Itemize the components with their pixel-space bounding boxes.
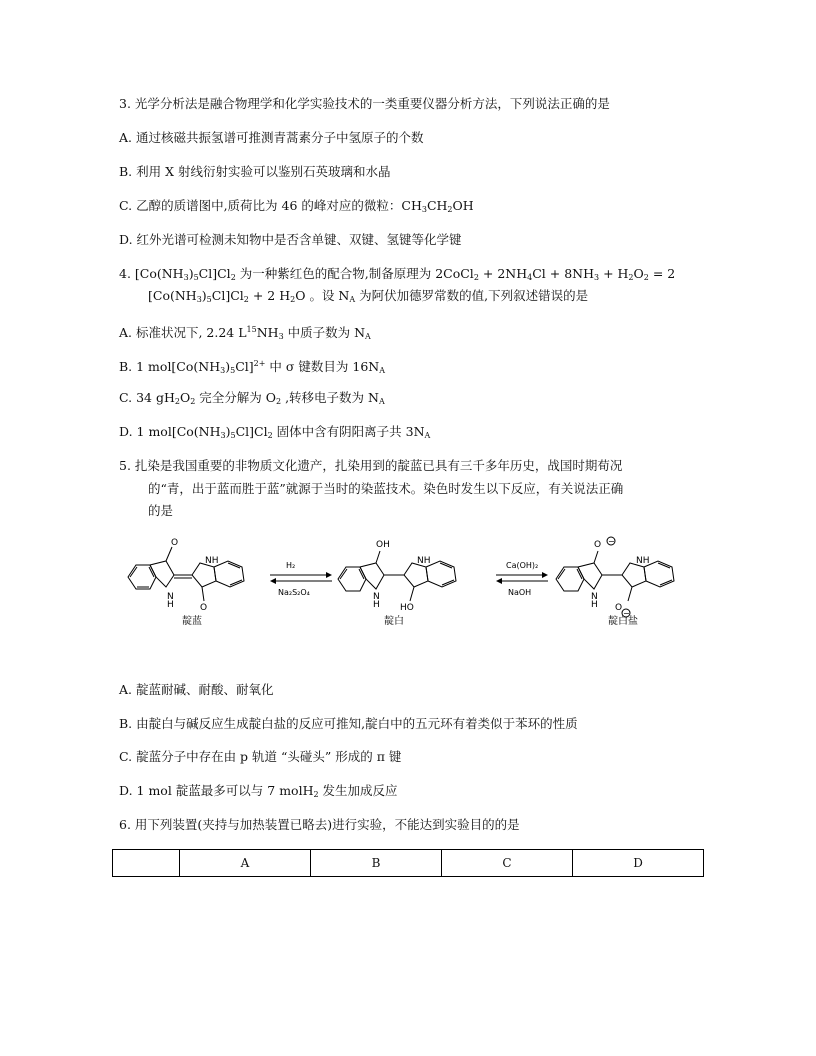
table-row: [113, 850, 704, 877]
q4-stem-line2: $[Co(NH_3)_5Cl]Cl_2 + 2$ $H_2O$ 。设 $N_A$ 为阿伏加德罗常数的值,下列叙述错误的是: [148, 288, 589, 304]
q3-stem: 3. 光学分析法是融合物理学和化学实验技术的一类重要仪器分析方法，下列说法正确的是: [119, 96, 610, 111]
salt-nh: NH: [636, 556, 650, 566]
salt-n: N: [591, 592, 598, 602]
arrow-head-2b: [496, 578, 502, 584]
q5-option-c: C. 靛蓝分子中存在由 p 轨道 “头碰头” 形成的 π 键: [119, 749, 402, 764]
arrow-head-2: [542, 572, 548, 578]
table-cell-blank: [113, 850, 180, 877]
arrow-head-1b: [270, 578, 276, 584]
q3-option-a: A. 通过核磁共振氢谱可推测青蒿素分子中氢原子的个数: [119, 130, 424, 145]
indigo-o-bottom: O: [200, 603, 208, 613]
salt-minus-top: −: [608, 537, 615, 546]
salt-minus-bottom: −: [623, 609, 630, 618]
table-header-a: A: [180, 850, 311, 877]
q4-option-c: C. 34 $gH_2O_2$ 完全分解为 $O_2$ ,转移电子数为 $N_A$: [119, 390, 385, 406]
salt-o-bottom: O: [615, 603, 623, 613]
arrow2-top-label: Ca(OH)₂: [506, 561, 539, 570]
q5-stem-line1: 5. 扎染是我国重要的非物质文化遗产，扎染用到的靛蓝已具有三千多年历史，战国时期荀况: [119, 458, 623, 473]
q3-option-d: D. 红外光谱可检测未知物中是否含单键、双键、氢键等化学键: [119, 232, 462, 247]
label-indigo: 靛蓝: [182, 616, 202, 627]
label-leuco: 靛白: [384, 616, 404, 627]
arrow1-bottom-label: Na₂S₂O₄: [278, 588, 310, 597]
q4-stem-line1: 4. $[Co(NH_3)_5Cl]Cl_2$ 为一种紫红色的配合物,制备原理为 2CoCl$_2$ + $2NH_4Cl + 8NH_3 + H_2O_2 = 2$: [119, 266, 676, 282]
q5-option-d: D. 1 mol 靛蓝最多可以与 7 molH$_2$ 发生加成反应: [119, 783, 398, 799]
q3-option-b: B. 利用 X 射线衍射实验可以鉴别石英玻璃和水晶: [119, 164, 391, 179]
q5-option-b: B. 由靛白与碱反应生成靛白盐的反应可推知,靛白中的五元环有着类似于苯环的性质: [119, 716, 578, 731]
indigo-n: N: [167, 592, 174, 602]
leuco-ho: HO: [400, 603, 414, 613]
label-salt: 靛白盐: [608, 616, 638, 627]
salt-h: H: [591, 600, 598, 610]
indigo-o-top: O: [171, 538, 179, 548]
table-header-b: B: [311, 850, 442, 877]
q4-option-d: D. 1 $mol[Co(NH_3)_5Cl]Cl_2$ 固体中含有阴阳离子共 $3N_A$: [119, 424, 431, 440]
indigo-nh: NH: [205, 556, 219, 566]
indigo-h: H: [167, 600, 174, 610]
reaction-scheme: [118, 535, 708, 635]
table-header-d: D: [573, 850, 704, 877]
leuco-oh: OH: [376, 540, 390, 550]
leuco-h: H: [373, 600, 380, 610]
arrow-head-1: [326, 572, 332, 578]
table-header-c: C: [442, 850, 573, 877]
arrow1-top-label: H₂: [286, 561, 296, 570]
leuco-n: N: [373, 592, 380, 602]
salt-o-top: O: [594, 540, 602, 550]
q6-options-table: [112, 849, 704, 877]
q6-stem: 6. 用下列装置(夹持与加热装置已略去)进行实验，不能达到实验目的的是: [119, 817, 520, 832]
q4-option-b: B. 1 $mol[Co(NH_3)_5Cl]^{2+}$ 中 σ 键数目为 $16N_A$: [119, 359, 386, 375]
q3-option-c: C. 乙醇的质谱图中,质荷比为 46 的峰对应的微粒：$CH_3CH_2OH$: [119, 198, 474, 214]
q5-stem-line2: 的“青，出于蓝而胜于蓝”就源于当时的染蓝技术。染色时发生以下反应，有关说法正确: [148, 481, 624, 496]
q4-option-a: A. 标准状况下, 2.24 $L^{15}NH_3$ 中质子数为 $N_A$: [119, 325, 371, 341]
q5-option-a: A. 靛蓝耐碱、耐酸、耐氧化: [119, 682, 274, 697]
q5-stem-line3: 的是: [148, 503, 174, 518]
arrow2-bottom-label: NaOH: [508, 588, 532, 597]
leuco-nh: NH: [417, 556, 431, 566]
